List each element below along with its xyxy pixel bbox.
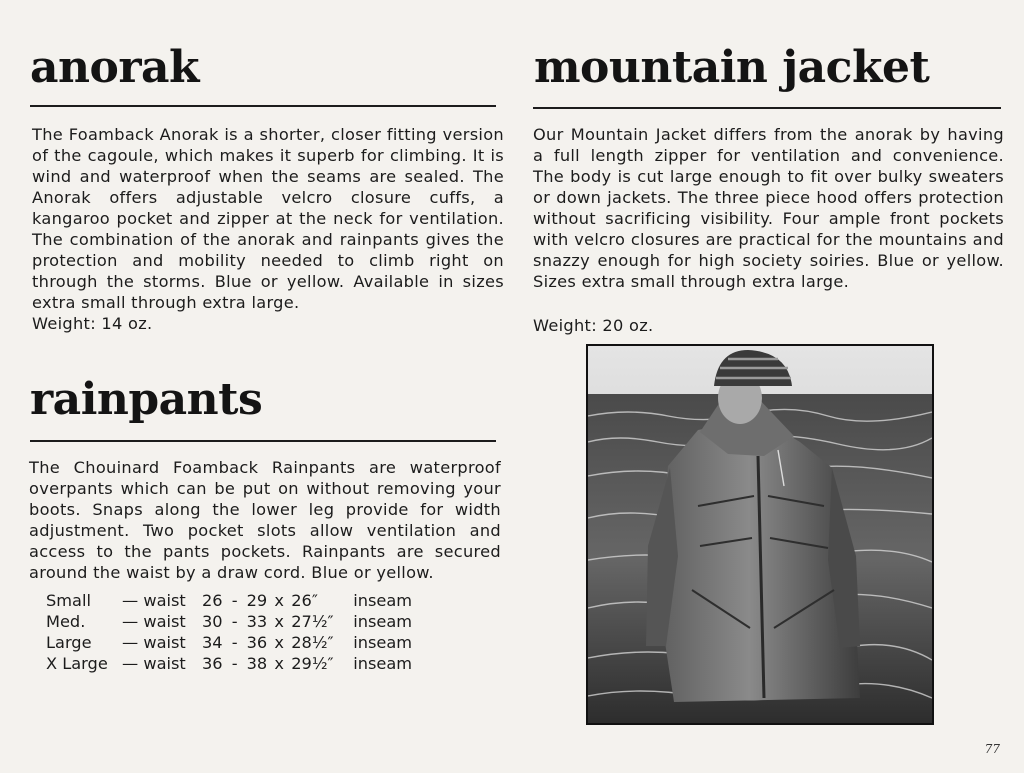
inseam-length: 27½″ <box>291 612 334 631</box>
anorak-heading: anorak <box>30 42 200 93</box>
inseam-label: inseam <box>353 591 413 610</box>
size-row-small <box>46 590 412 611</box>
range-dash: - <box>231 591 238 610</box>
size-row-x-large <box>46 653 412 674</box>
size-name: X Large <box>46 654 108 673</box>
size-name: Large <box>46 633 92 652</box>
waist-from: 30 <box>202 612 223 631</box>
range-dash: - <box>231 633 238 652</box>
times-sign: x <box>274 612 285 631</box>
waist-label: — waist <box>122 654 186 673</box>
size-name: Small <box>46 591 91 610</box>
times-sign: x <box>274 654 285 673</box>
waist-from: 36 <box>202 654 223 673</box>
anorak-description: The Foamback Anorak is a shorter, closer fitting version of the cagoule, which makes it superb for climbing. It is wind and waterproof when the seams are sealed. The Anorak offers adjustable velcro closure cuffs, a kangaroo pocket and zipper at the neck for ventilation. The combination of the anorak and rainpants gives the protection and mobility needed to climb right on through the storms. Blue or yellow. Available in sizes extra small through extra large. <box>32 125 504 312</box>
rainpants-description: The Chouinard Foamback Rainpants are waterproof overpants which can be put on without removing your boots. Snaps along the lower leg provide for width adjustment. Two pocket slots allow ventilation and access to the pants pockets. Rainpants are secured around the waist by a draw cord. Blue or yellow. <box>29 458 501 582</box>
waist-label: — waist <box>122 633 186 652</box>
anorak-weight: Weight: 14 oz. <box>32 314 153 333</box>
inseam-length: 26″ <box>291 591 318 610</box>
rainpants-heading-rule <box>30 440 496 442</box>
waist-label: — waist <box>122 612 186 631</box>
mountain-jacket-weight: Weight: 20 oz. <box>533 316 654 335</box>
size-row-med <box>46 611 412 632</box>
waist-to: 29 <box>246 591 268 610</box>
anorak-heading-rule <box>30 105 496 107</box>
waist-from: 26 <box>202 591 223 610</box>
page-number: 77 <box>984 742 1000 756</box>
waist-label: — waist <box>122 591 186 610</box>
times-sign: x <box>274 633 285 652</box>
inseam-label: inseam <box>353 654 413 673</box>
inseam-length: 28½″ <box>291 633 334 652</box>
jacket-photo-illustration <box>588 346 932 723</box>
times-sign: x <box>274 591 285 610</box>
waist-from: 34 <box>202 633 223 652</box>
waist-to: 38 <box>246 654 268 673</box>
waist-to: 33 <box>246 612 268 631</box>
mountain-jacket-description: Our Mountain Jacket differs from the anorak by having a full length zipper for ventilation and convenience. The body is cut large enough to fit over bulky sweaters or down jackets. The three piece hood offers protection without sacrificing visibility. Four ample front pockets with velcro closures are practical for the mountains and snazzy enough for high society soiries. Blue or yellow. Sizes extra small through extra large. <box>533 125 1004 291</box>
waist-to: 36 <box>246 633 268 652</box>
inseam-label: inseam <box>353 633 413 652</box>
range-dash: - <box>231 654 238 673</box>
range-dash: - <box>231 612 238 631</box>
rainpants-heading: rainpants <box>30 374 263 425</box>
rainpants-size-table <box>46 590 412 674</box>
size-name: Med. <box>46 612 86 631</box>
mountain-jacket-photo <box>586 344 934 725</box>
size-row-large <box>46 632 412 653</box>
mountain-jacket-heading-rule <box>533 107 1001 109</box>
inseam-length: 29½″ <box>291 654 334 673</box>
mountain-jacket-heading: mountain jacket <box>534 42 930 93</box>
inseam-label: inseam <box>353 612 413 631</box>
